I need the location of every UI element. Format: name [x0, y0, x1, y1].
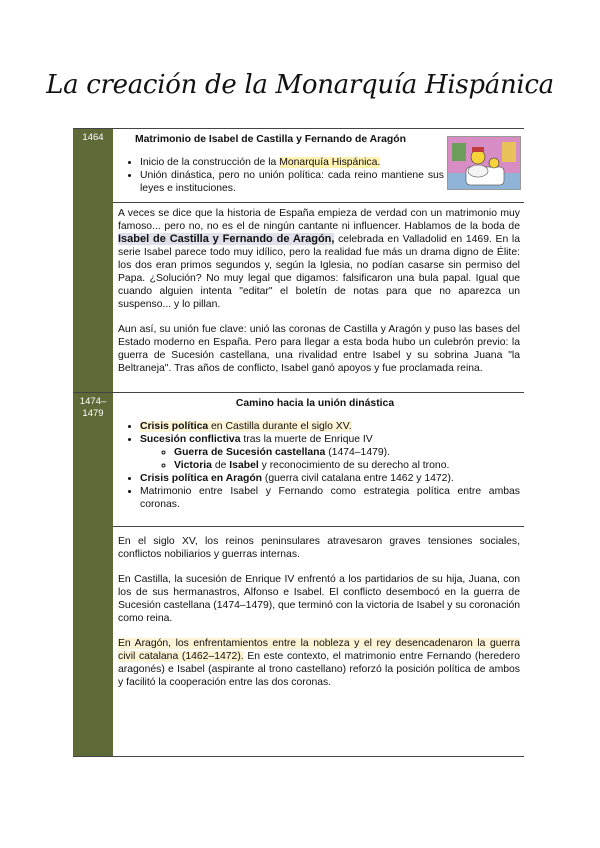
divider: [113, 526, 524, 527]
divider: [113, 202, 524, 203]
list-item: • Sucesión conflictiva tras la muerte de Enrique IV ◦ Guerra de Sucesión castellana (1474–1479). ◦ Victoria de Isabel y reconocimiento de su derecho al trono.: [140, 433, 520, 472]
cartoon-illustration: [447, 136, 521, 190]
summary-list: [118, 420, 520, 511]
page-title: La creación de la Monarquía Hispánica: [46, 70, 554, 100]
section-heading: Matrimonio de Isabel de Castilla y Fernando de Aragón: [135, 134, 406, 145]
list-item: [140, 420, 520, 433]
highlight: En Aragón, los enfrentamientos entre la nobleza y el rey desencadenaron la guerra civil catalana (1462–1472).: [118, 638, 520, 662]
narrative-text: [118, 535, 520, 701]
list-item: • Unión dinástica, pero no unión política: cada reino mantiene sus leyes e instituciones.: [140, 169, 444, 195]
list-item: • Inicio de la construcción de la Monarquía Hispánica.: [140, 156, 444, 169]
divider: [73, 392, 524, 393]
highlight: Isabel de Castilla y Fernando de Aragón,: [118, 233, 335, 245]
paragraph: Aun así, su unión fue clave: unió las coronas de Castilla y Aragón y puso las bases del Estado moderno en España. Pero para llegar a esta boda hubo un culebrón previo: la guerra de Sucesión castellana, una rivalidad entre Isabel y su sobrina Juana "la Beltraneja". Tras años de conflicto, Isabel ganó apoyos y fue proclamada reina.: [118, 324, 520, 374]
highlight: Crisis política en Castilla durante el siglo XV.: [140, 421, 352, 432]
list-item: • Matrimonio entre Isabel y Fernando como estrategia política entre ambas coronas.: [140, 485, 520, 511]
divider: [73, 756, 524, 757]
list-item: ◦ Victoria de Isabel y reconocimiento de su derecho al trono.: [174, 459, 520, 472]
section-heading: Camino hacia la unión dinástica: [235, 398, 395, 409]
narrative-text: [118, 207, 520, 387]
date-sidebar-1464: [73, 129, 113, 392]
paragraph: En el siglo XV, los reinos peninsulares atravesaron graves tensiones sociales, conflictos nobiliarios y guerras internas.: [118, 536, 520, 560]
highlight: Monarquía Hispánica.: [279, 157, 381, 168]
divider: [73, 128, 524, 129]
list-item: • Crisis política en Aragón (guerra civil catalana entre 1462 y 1472).: [140, 472, 520, 485]
date-label: 1474–1479: [79, 396, 107, 419]
summary-list: [118, 156, 444, 195]
date-label: 1464: [82, 132, 104, 143]
list-item: ◦ Guerra de Sucesión castellana (1474–1479).: [174, 446, 520, 459]
date-sidebar-1474-1479: [73, 393, 113, 756]
paragraph: En Aragón, los enfrentamientos entre la nobleza y el rey desencadenaron la guerra civil catalana (1462–1472). En este contexto, el matrimonio entre Fernando (heredero aragonés) e Isabel (aspirante al trono castellano) reforzó la posición política de ambos y facilitó la cooperación entre las dos coronas.: [118, 638, 520, 688]
paragraph: En Castilla, la sucesión de Enrique IV enfrentó a los partidarios de su hija, Juana, con los de sus hermanastros, Alfonso e Isabel. El conflicto desembocó en la guerra de Sucesión castellana (1474–1479), que terminó con la victoria de Isabel y su coronación como reina.: [118, 574, 521, 624]
paragraph: A veces se dice que la historia de España empieza de verdad con un matrimonio muy famoso... pero no, no es el de ningún cantante ni influencer. Hablamos de la boda de Isabel de Castilla y Fernando de Aragón, celebrada en Valladolid en 1469. En la serie Isabel parece todo muy idílico, pero la realidad fue más un drama digno de Élite: los dos eran primos segundos y, según la Iglesia, no podían casarse sin permiso del Papa. ¿Solución? No muy legal que digamos: falsificaron una bula papal. Igual que cuando alguien intenta "editar" el boletín de notas para que no aparezca un suspenso... y lo pillan.: [118, 208, 521, 310]
